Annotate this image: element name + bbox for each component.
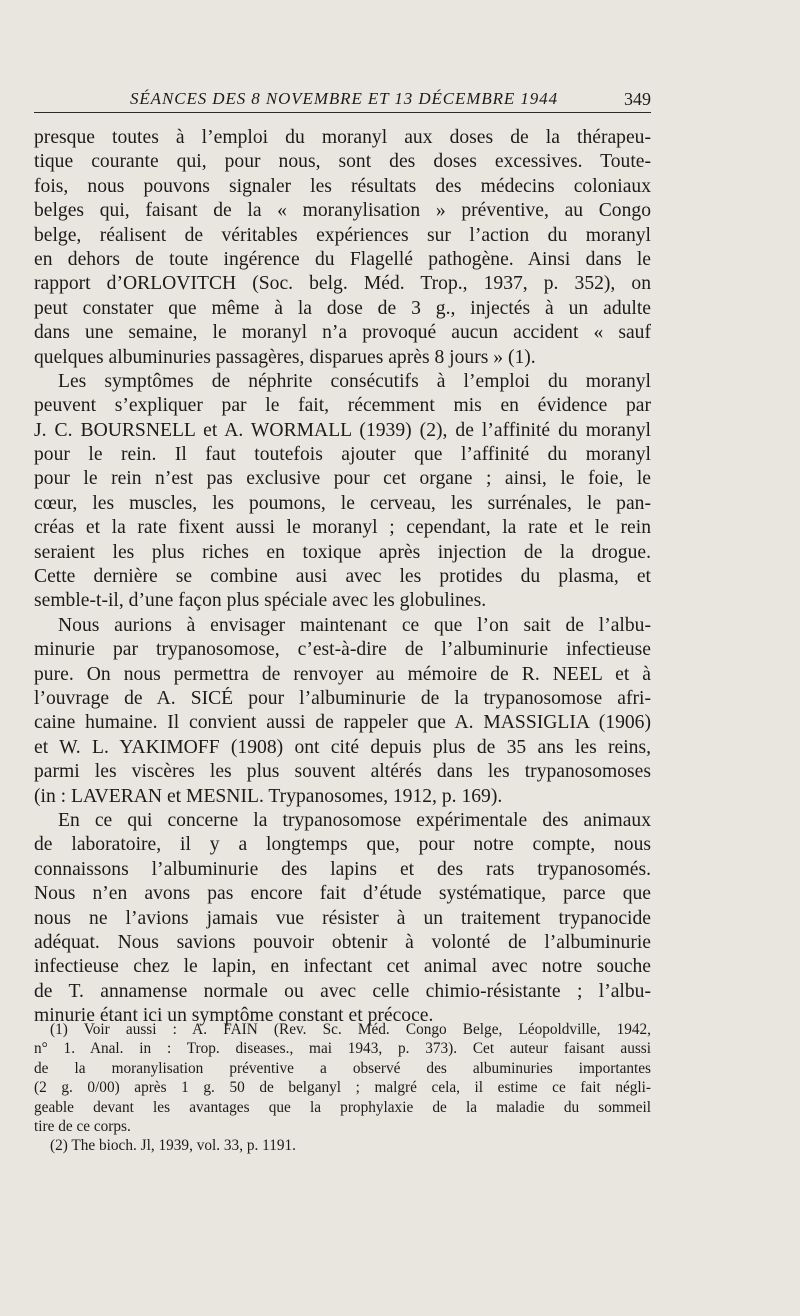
body-line: belge, réalisent de véritables expériences sur l’action du moranyl: [34, 224, 651, 246]
body-line: peuvent s’expliquer par le fait, récemment mis en évidence par: [34, 395, 651, 417]
body-line: pure. On nous permettra de renvoyer au mémoire de R. NEEL et à: [34, 663, 651, 685]
body-line: de laboratoire, il y a longtemps que, pour notre compte, nous: [34, 834, 651, 856]
body-line: minurie étant ici un symptôme constant et précoce.: [34, 1005, 434, 1027]
footnote-line: geable devant les avantages que la prophylaxie de la maladie du sommeil: [34, 1098, 651, 1116]
body-line: de T. annamense normale ou avec celle chimio-résistante ; l’albu-: [34, 980, 651, 1002]
body-line: et W. L. YAKIMOFF (1908) ont cité depuis plus de 35 ans les reins,: [34, 736, 651, 758]
body-line: J. C. BOURSNELL et A. WORMALL (1939) (2), de l’affinité du moranyl: [34, 419, 651, 441]
body-line: l’ouvrage de A. SICÉ pour l’albuminurie de la trypanosomose afri-: [34, 687, 651, 709]
footnote-line: de la moranylisation préventive a observé des albuminuries importantes: [34, 1059, 651, 1077]
body-line: infectieuse chez le lapin, en infectant cet animal avec notre souche: [34, 956, 651, 978]
body-line: quelques albuminuries passagères, disparues après 8 jours » (1).: [34, 346, 536, 368]
footnotes: [34, 1020, 651, 1156]
body-line: En ce qui concerne la trypanosomose expérimentale des animaux: [58, 809, 651, 831]
footnote-line: n° 1. Anal. in : Trop. diseases., mai 1943, p. 373). Cet auteur faisant aussi: [34, 1040, 651, 1058]
body-line: Nous aurions à envisager maintenant ce que l’on sait de l’albu-: [58, 614, 651, 636]
body-line: tique courante qui, pour nous, sont des doses excessives. Toute-: [34, 151, 651, 173]
body-line: Les symptômes de néphrite consécutifs à l’emploi du moranyl: [58, 370, 651, 392]
body-line: pour le rein n’est pas exclusive pour cet organe ; ainsi, le foie, le: [34, 468, 651, 490]
body-line: en dehors de toute ingérence du Flagellé pathogène. Ainsi dans le: [34, 248, 651, 270]
body-line: Nous n’en avons pas encore fait d’étude systématique, parce que: [34, 883, 651, 905]
body-line: créas et la rate fixent aussi le moranyl ; cependant, la rate et le rein: [34, 517, 651, 539]
body-line: semble-t-il, d’une façon plus spéciale avec les globulines.: [34, 590, 487, 612]
body-line: parmi les viscères les plus souvent altérés dans les trypanosomoses: [34, 761, 651, 783]
body-line: rapport d’ORLOVITCH (Soc. belg. Méd. Trop., 1937, p. 352), on: [34, 273, 651, 295]
body-line: minurie par trypanosomose, c’est-à-dire de l’albuminurie infectieuse: [34, 639, 651, 661]
body-text: [34, 126, 651, 1028]
body-line: adéquat. Nous savions pouvoir obtenir à volonté de l’albuminurie: [34, 931, 651, 953]
body-line: nous ne l’avions jamais vue résister à un traitement trypanocide: [34, 907, 651, 929]
body-line: caine humaine. Il convient aussi de rappeler que A. MASSIGLIA (1906): [34, 712, 651, 734]
page-number: 349: [624, 89, 651, 109]
footnote-line: (2 g. 0/00) après 1 g. 50 de belganyl ; malgré cela, il estime ce fait négli-: [34, 1079, 651, 1097]
body-line: cœur, les muscles, les poumons, le cerveau, les surrénales, le pan-: [34, 492, 651, 514]
body-line: dans une semaine, le moranyl n’a provoqué aucun accident « sauf: [34, 322, 651, 344]
body-line: presque toutes à l’emploi du moranyl aux doses de la thérapeu-: [34, 127, 651, 148]
footnote-line: tire de ce corps.: [34, 1117, 131, 1135]
running-header-title: SÉANCES DES 8 NOVEMBRE ET 13 DÉCEMBRE 1944: [130, 89, 558, 108]
body-line: Cette dernière se combine ausi avec les protides du plasma, et: [34, 566, 651, 588]
body-line: seraient les plus riches en toxique après injection de la drogue.: [34, 541, 651, 563]
body-line: (in : LAVERAN et MESNIL. Trypanosomes, 1912, p. 169).: [34, 785, 503, 807]
body-line: connaissons l’albuminurie des lapins et des rats trypanosomés.: [34, 858, 651, 880]
body-line: peut constater que même à la dose de 3 g., injectés à un adulte: [34, 297, 651, 319]
body-line: belges qui, faisant de la « moranylisation » préventive, au Congo: [34, 200, 651, 222]
body-line: pour le rein. Il faut toutefois ajouter que l’affinité du moranyl: [34, 444, 651, 466]
footnote-line: (1) Voir aussi : A. FAIN (Rev. Sc. Méd. Congo Belge, Léopoldville, 1942,: [50, 1021, 651, 1038]
body-line: fois, nous pouvons signaler les résultats des médecins coloniaux: [34, 175, 651, 197]
running-header: [34, 88, 651, 113]
footnote-line: (2) The bioch. Jl, 1939, vol. 33, p. 1191.: [50, 1137, 297, 1155]
